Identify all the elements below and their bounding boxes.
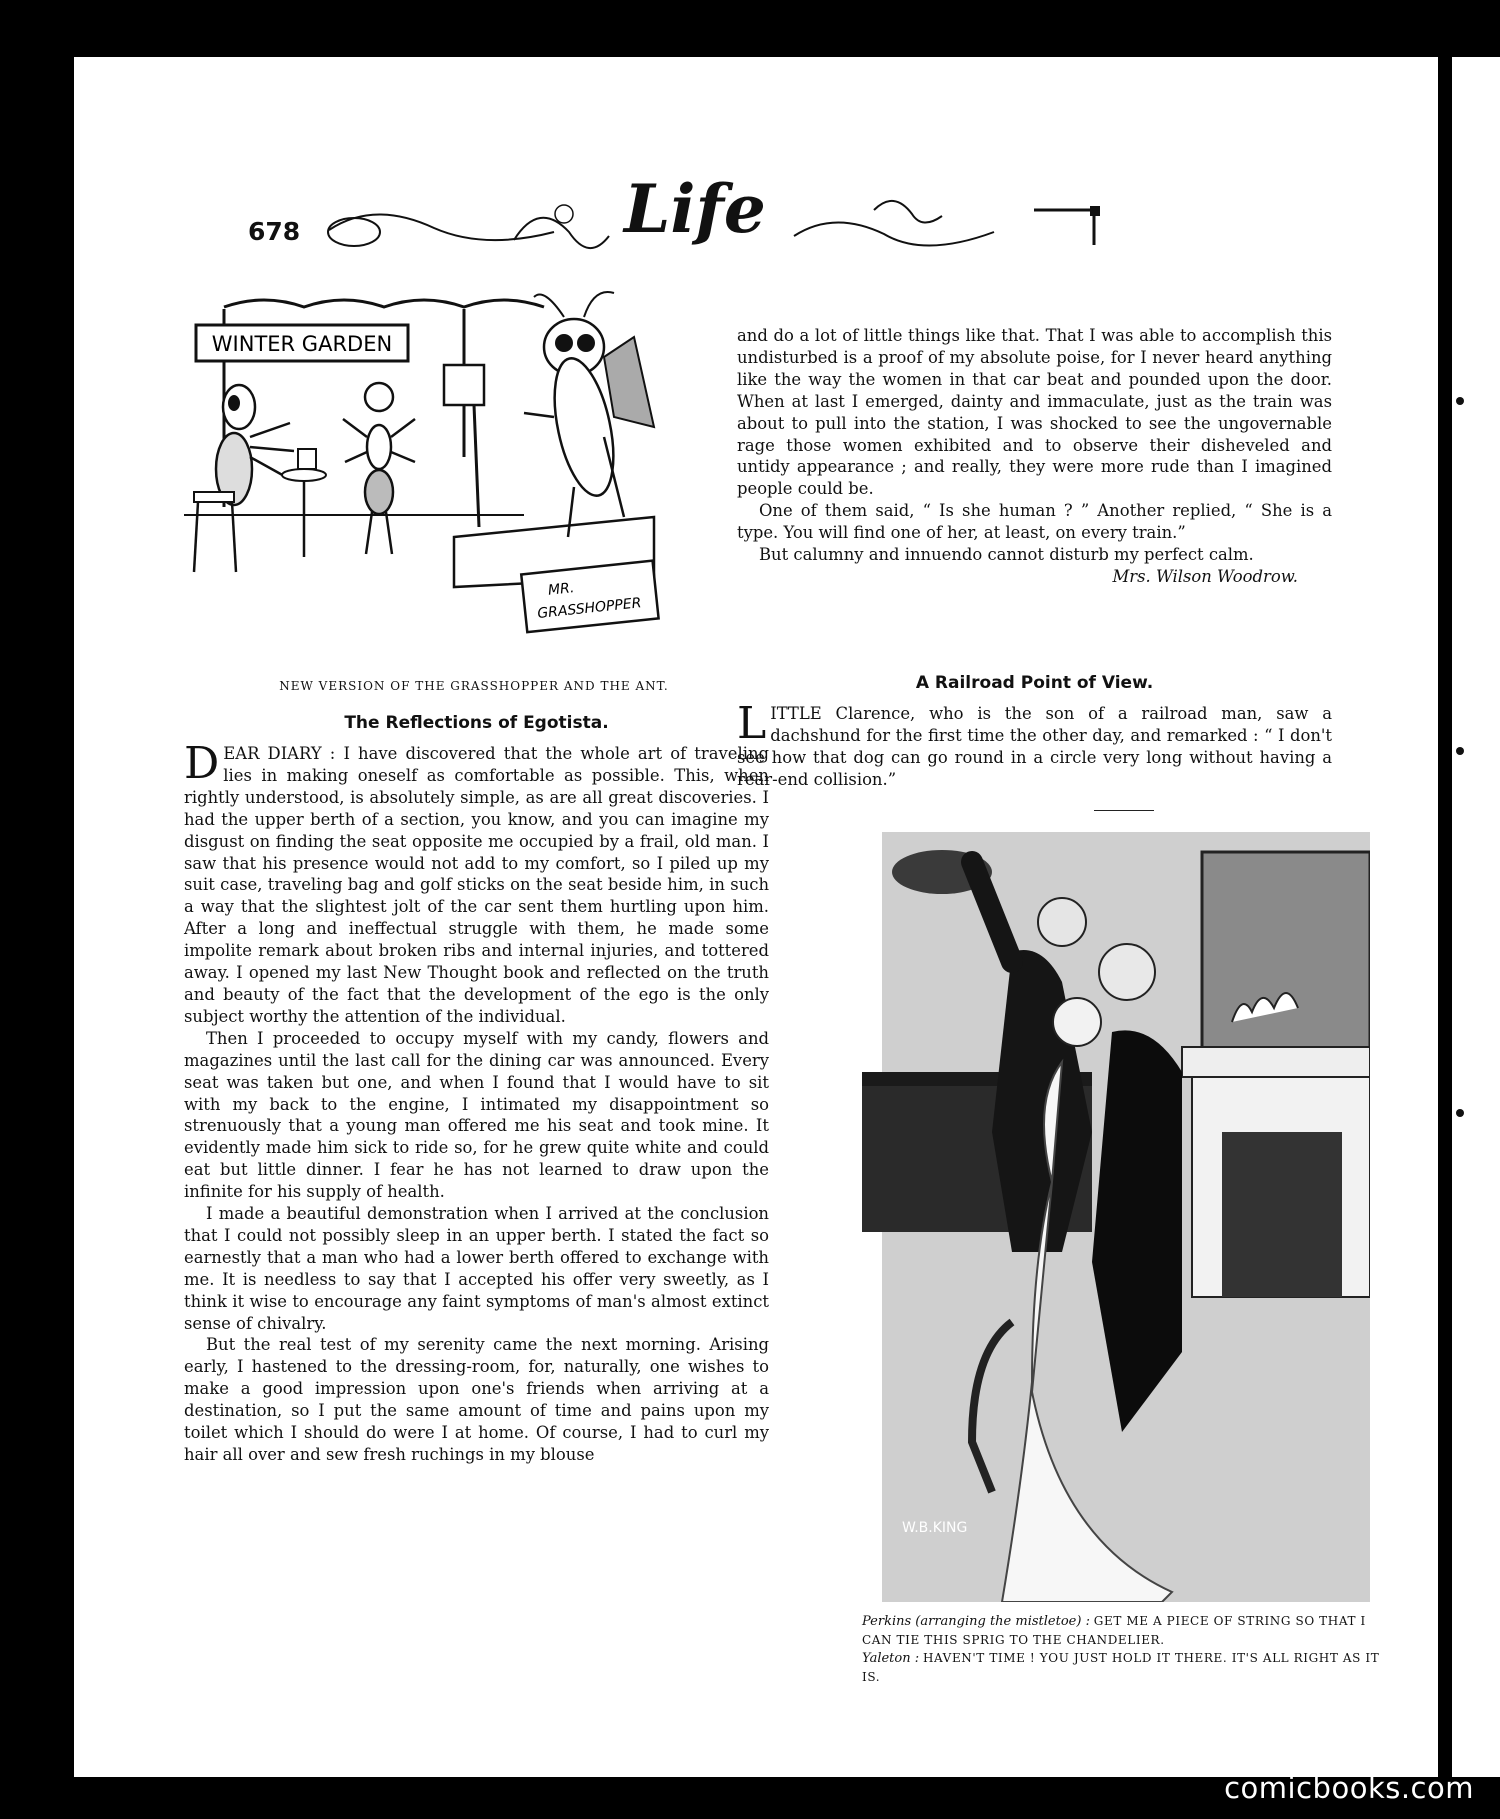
caption-speaker-2: Yaleton :	[862, 1651, 920, 1666]
article1-paragraph-5: and do a lot of little things like that. That I was able to accomplish this undisturbed is a proof of my absolute poise, for I never heard anything like the way the women in that car beat and pounded upon the door. When at last I emerged, dainty and immaculate, just as the train was about to pull into the station, I was shocked to see the ungovernable rage those women exhibited and to observe their disheveled and untidy appearance ; and really, they were more rude than I imagined people could be.	[737, 326, 1332, 499]
article2-paragraph-1	[737, 698, 1332, 791]
caption-line-2	[862, 1649, 1382, 1686]
article1-signature: Mrs. Wilson Woodrow.	[1112, 566, 1298, 586]
article1-paragraph-1	[184, 738, 769, 1028]
adjacent-page-edge	[1452, 57, 1500, 1777]
masthead	[314, 170, 1134, 290]
placard-line-1: MR.	[547, 580, 576, 599]
section-divider	[1094, 810, 1154, 811]
article2-body	[737, 698, 1332, 791]
caption-text-1: GET ME A PIECE OF STRING SO THAT I CAN TIE THIS SPRIG TO THE CHANDELIER.	[862, 1614, 1366, 1647]
masthead-title: Life	[624, 170, 766, 248]
article1-paragraph-2: Then I proceeded to occupy myself with my candy, flowers and magazines until the last call for the dining car was announced. Every seat was taken but one, and when I found that I would have to sit with my back to the engine, I intimated my disappointment so strenuously that a young man offered me his seat and took mine. It evidently made him sick to ride so, for he grew quite white and could eat but little dinner. I fear he has not learned to draw upon the infinite for his supply of health.	[184, 1028, 769, 1202]
bottom-illustration-caption	[862, 1612, 1382, 1686]
grasshopper-ant-illustration	[184, 287, 764, 657]
mistletoe-illustration	[862, 832, 1370, 1602]
article1-signature-line	[737, 566, 1332, 588]
article1-left-column	[184, 738, 769, 1466]
article1-title: The Reflections of Egotista.	[344, 713, 609, 733]
caption-text-2: HAVEN'T TIME ! YOU JUST HOLD IT THERE. IT'S ALL RIGHT AS IT IS.	[862, 1651, 1380, 1684]
top-illustration-caption: NEW VERSION OF THE GRASSHOPPER AND THE ANT.	[279, 679, 669, 693]
caption-line-1	[862, 1612, 1382, 1649]
article1-paragraph-4: But the real test of my serenity came the next morning. Arising early, I hastened to the dressing-room, for, naturally, one wishes to make a good impression upon one's friends when arriving at a destination, so I put the same amount of time and pains upon my toilet which I should do were I at home. Of course, I had to curl my hair all over and sew fresh ruchings in my blouse	[184, 1335, 769, 1464]
article1-paragraph-6: One of them said, “ Is she human ? ” Another replied, “ She is a type. You will find one of her, at least, on every train.”	[737, 501, 1332, 543]
article1-dropcap: D	[184, 738, 220, 789]
watermark: comicbooks.com	[1224, 1771, 1474, 1805]
article2-dropcap: L	[737, 698, 767, 749]
article1-paragraph-3: I made a beautiful demonstration when I arrived at the conclusion that I could not possibly sleep in an upper berth. I stated the fact so earnestly that a man who had a lower berth offered to exchange with me. It is needless to say that I accepted his offer very sweetly, as I think it wise to encourage any faint symptoms of man's almost extinct sense of chivalry.	[184, 1204, 769, 1333]
edge-mark	[1456, 747, 1464, 755]
article2-title: A Railroad Point of View.	[915, 673, 1154, 693]
edge-mark	[1456, 397, 1464, 405]
page-number: 678	[248, 217, 301, 246]
article2-p1-text: ITTLE Clarence, who is the son of a railroad man, saw a dachshund for the first time the other day, and remarked : “ I don't see how that dog can go round in a circle very long without having a rear-end collision.”	[737, 704, 1332, 789]
article1-p1-text: EAR DIARY : I have discovered that the whole art of traveling lies in making oneself as comfortable as possible. This, when rightly understood, is absolutely simple, as are all great discoveries. I had the upper berth of a section, you know, and you can imagine my disgust on finding the seat opposite me occupied by a frail, old man. I saw that his presence would not add to my comfort, so I piled up my suit case, traveling bag and golf sticks on the seat beside him, in such a way that the slightest jolt of the car sent them hurtling upon him. After a long and ineffectual struggle with them, he made some impolite remark about broken ribs and internal injuries, and tottered away. I opened my last New Thought book and reflected on the truth and beauty of the fact that the development of the ego is the only subject worthy the attention of the individual.	[184, 744, 769, 1026]
article1-right-column	[737, 325, 1332, 588]
article1-p7-text: But calumny and innuendo cannot disturb my perfect calm.	[759, 545, 1254, 565]
artist-signature: W.B.KING	[902, 1520, 968, 1536]
caption-speaker-1: Perkins (arranging the mistletoe) :	[862, 1614, 1090, 1629]
article1-paragraph-7	[737, 544, 1332, 566]
edge-mark	[1456, 1109, 1464, 1117]
magazine-page	[74, 57, 1438, 1777]
winter-garden-sign-text: WINTER GARDEN	[211, 332, 393, 356]
placard-line-2: GRASSHOPPER	[536, 595, 643, 622]
